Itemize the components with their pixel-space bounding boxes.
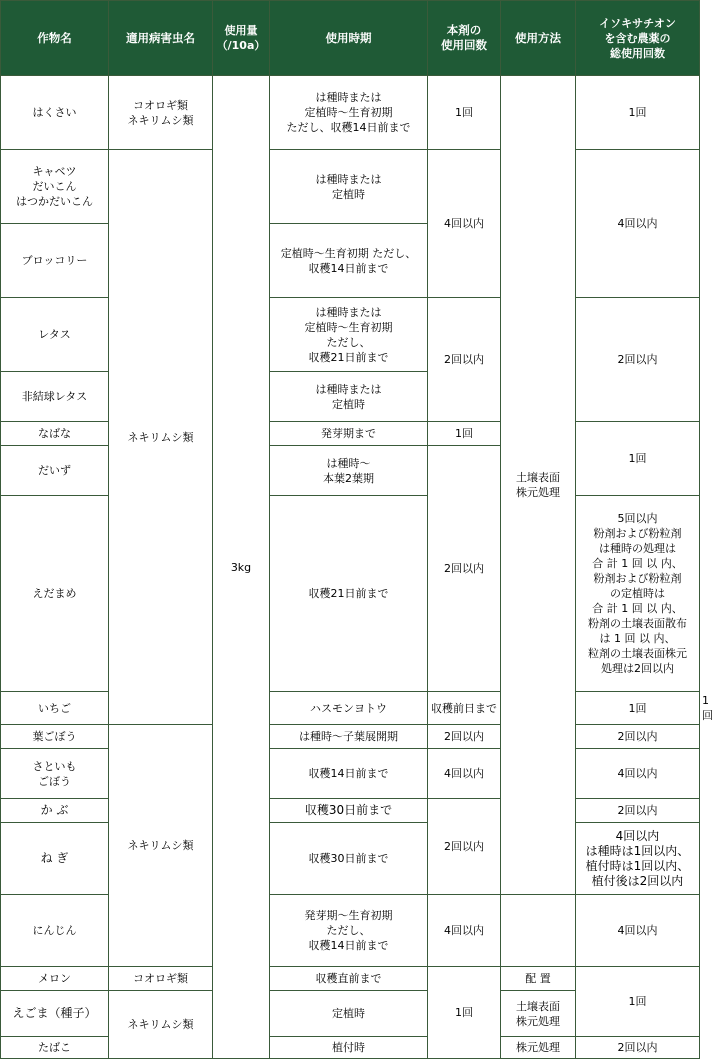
crop-cell: レタス xyxy=(1,298,109,372)
timing-cell: は種時～子葉展開期 xyxy=(270,725,428,749)
crop-cell: なばな xyxy=(1,422,109,446)
total-cell: 2回以内 xyxy=(576,1037,700,1059)
crop-cell: ブロッコリー xyxy=(1,224,109,298)
header-method: 使用方法 xyxy=(501,1,576,76)
header-pest: 適用病害虫名 xyxy=(109,1,213,76)
timing-cell: 収穫直前まで xyxy=(270,967,428,991)
timing-cell: 植付時 xyxy=(270,1037,428,1059)
timing-cell: 収穫30日前まで xyxy=(270,799,428,823)
timing-cell: 定植時～生育初期 ただし、 収穫14日前まで xyxy=(270,224,428,298)
total-cell: 4回以内 は種時は1回以内、 植付時は1回以内、 植付後は2回以内 xyxy=(576,823,700,895)
uses-cell: 2回以内 xyxy=(428,298,501,422)
crop-cell: だいず xyxy=(1,446,109,496)
crop-cell: えごま（種子） xyxy=(1,991,109,1037)
table-row xyxy=(1,422,700,446)
amount-cell: 3kg xyxy=(213,76,270,1059)
crop-cell: メロン xyxy=(1,967,109,991)
crop-cell: いちご xyxy=(1,692,109,725)
table-row xyxy=(1,150,700,224)
table-row xyxy=(1,823,700,895)
timing-cell: は種時～ 本葉2葉期 xyxy=(270,446,428,496)
uses-cell: 2回以内 xyxy=(428,446,501,692)
pest-cell: ハスモンヨトウ xyxy=(270,692,428,725)
timing-cell: 収穫前日まで xyxy=(428,692,501,725)
timing-cell: は種時または 定植時～生育初期 ただし、収穫14日前まで xyxy=(270,76,428,150)
uses-cell: 1回 xyxy=(428,967,501,1059)
table-row xyxy=(1,725,700,749)
crop-cell: キャベツ だいこん はつかだいこん xyxy=(1,150,109,224)
pest-cell: ネキリムシ類 xyxy=(109,725,213,967)
timing-cell: は種時または 定植時～生育初期 ただし、 収穫21日前まで xyxy=(270,298,428,372)
pest-cell: ネキリムシ類 xyxy=(109,991,213,1059)
header-amount: 使用量 （/10a） xyxy=(213,1,270,76)
timing-cell: 収穫14日前まで xyxy=(270,749,428,799)
table-row xyxy=(1,298,700,372)
crop-cell: 非結球レタス xyxy=(1,372,109,422)
method-cell: 土壌表面 株元処理 xyxy=(501,991,576,1037)
table-row xyxy=(1,895,700,967)
uses-cell: 2回以内 xyxy=(428,725,501,749)
uses-cell: 4回以内 xyxy=(428,150,501,298)
total-cell: 4回以内 xyxy=(576,895,700,967)
crop-cell: か ぶ xyxy=(1,799,109,823)
crop-cell: さといも ごぼう xyxy=(1,749,109,799)
method-cell: 配 置 xyxy=(501,967,576,991)
total-cell: 1回 xyxy=(576,967,700,1037)
table-row: いちご ハスモンヨトウ 収穫前日まで 1回 1回 xyxy=(1,692,700,725)
header-uses: 本剤の 使用回数 xyxy=(428,1,501,76)
table-row xyxy=(1,799,700,823)
total-cell: 4回以内 xyxy=(576,150,700,298)
crop-cell: はくさい xyxy=(1,76,109,150)
method-cell xyxy=(501,895,576,967)
method-cell: 株元処理 xyxy=(501,1037,576,1059)
crop-cell: 葉ごぼう xyxy=(1,725,109,749)
timing-cell: は種時または 定植時 xyxy=(270,150,428,224)
header-timing: 使用時期 xyxy=(270,1,428,76)
uses-cell: 1回 xyxy=(428,76,501,150)
table-row xyxy=(1,496,700,692)
table-row xyxy=(1,967,700,991)
total-cell: 4回以内 xyxy=(576,749,700,799)
pest-cell: ネキリムシ類 xyxy=(109,150,213,725)
crop-cell: えだまめ xyxy=(1,496,109,692)
total-cell: 5回以内 粉剤および粉粒剤 は種時の処理は 合 計 1 回 以 内、 粉剤および粉粒剤 の定植時は 合 計 1 回 以 内、 粉剤の土壌表面散布 は 1 回 以 内、 粒剤の土壌表面株元 処理は2回以内 xyxy=(576,496,700,692)
uses-cell: 4回以内 xyxy=(428,895,501,967)
header-total-uses: イソキサチオン を含む農薬の 総使用回数 xyxy=(576,1,700,76)
crop-cell: ね ぎ xyxy=(1,823,109,895)
timing-cell: は種時または 定植時 xyxy=(270,372,428,422)
total-cell: 1回 xyxy=(576,422,700,496)
timing-cell: 発芽期まで xyxy=(270,422,428,446)
table-row xyxy=(1,76,700,150)
timing-cell: 収穫21日前まで xyxy=(270,496,428,692)
timing-cell: 発芽期～生育初期 ただし、 収穫14日前まで xyxy=(270,895,428,967)
uses-cell: 1回 xyxy=(428,422,501,446)
total-cell: 2回以内 xyxy=(576,799,700,823)
method-cell: 土壌表面 株元処理 xyxy=(501,76,576,895)
crop-cell: たばこ xyxy=(1,1037,109,1059)
table-row xyxy=(1,749,700,799)
total-cell: 1回 xyxy=(576,76,700,150)
header-row xyxy=(1,1,700,76)
header-crop: 作物名 xyxy=(1,1,109,76)
pest-cell: コオロギ類 xyxy=(109,967,213,991)
timing-cell: 収穫30日前まで xyxy=(270,823,428,895)
total-cell: 2回以内 xyxy=(576,298,700,422)
table-row xyxy=(1,1037,700,1059)
crop-cell: にんじん xyxy=(1,895,109,967)
uses-cell: 1回 xyxy=(576,692,700,725)
uses-cell: 4回以内 xyxy=(428,749,501,799)
timing-cell: 定植時 xyxy=(270,991,428,1037)
uses-cell: 2回以内 xyxy=(428,799,501,895)
total-cell: 2回以内 xyxy=(576,725,700,749)
pest-cell: コオロギ類 ネキリムシ類 xyxy=(109,76,213,150)
